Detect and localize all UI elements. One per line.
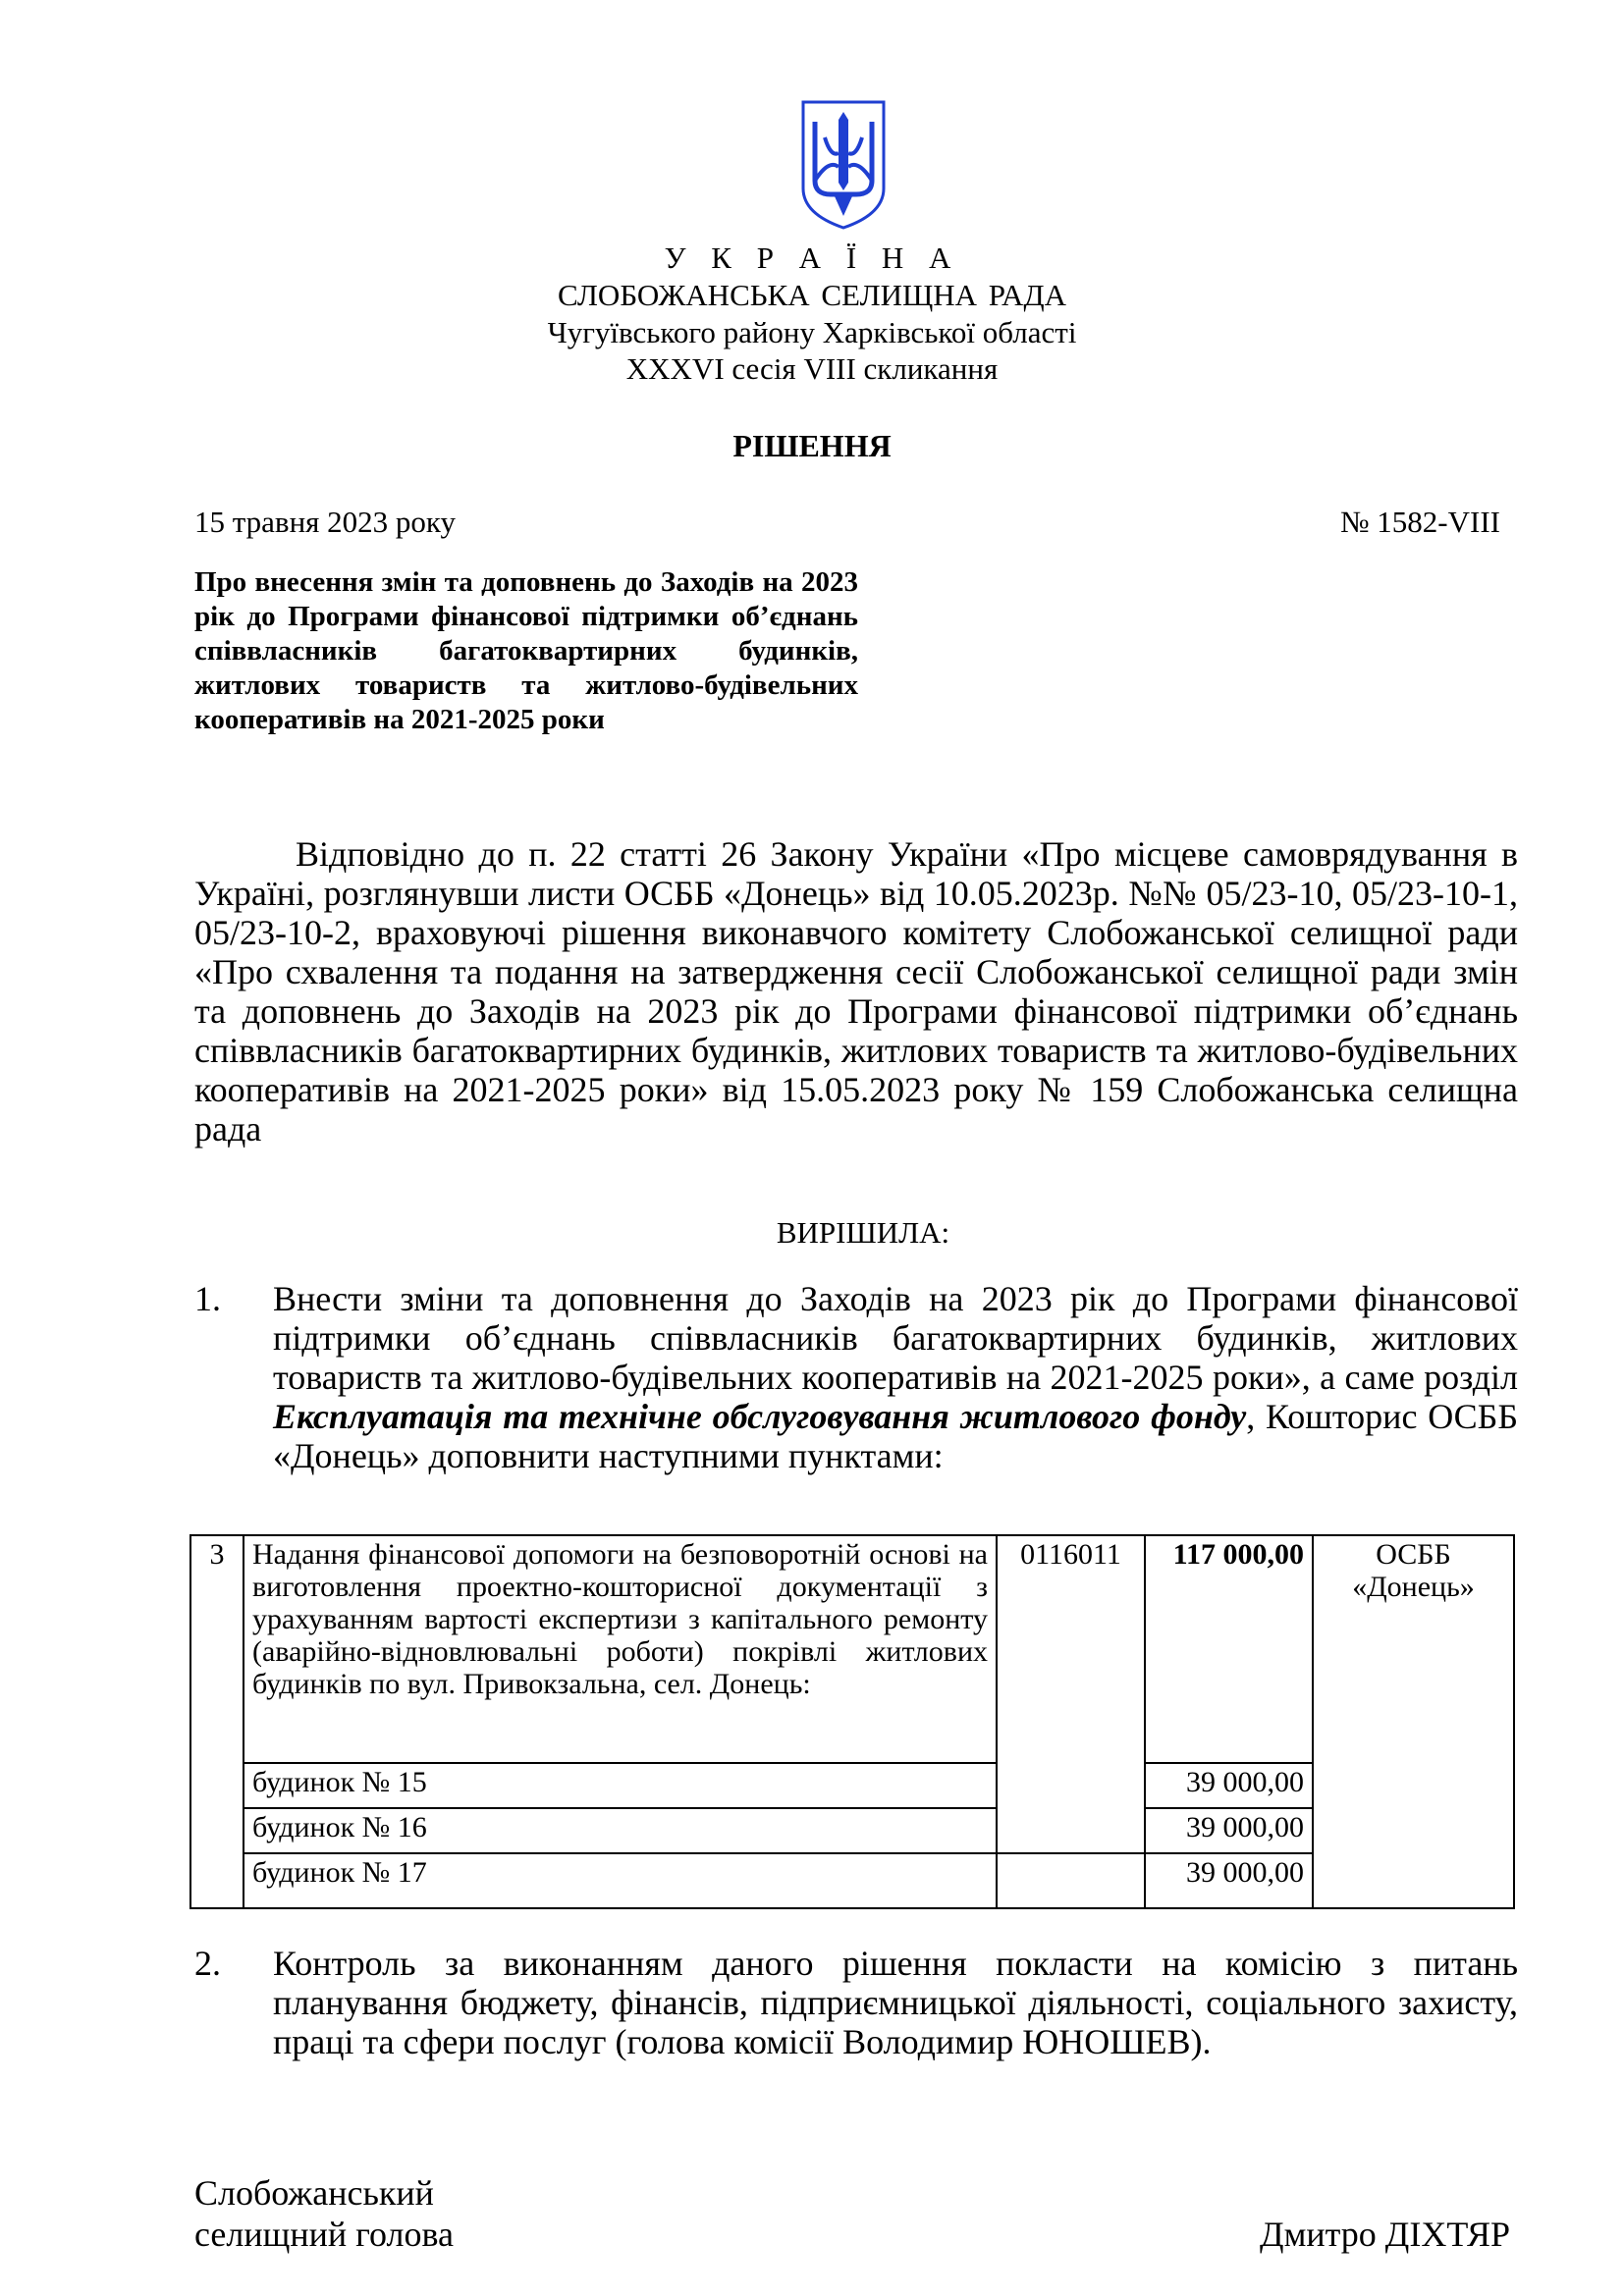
empty-code-cell xyxy=(997,1853,1145,1908)
item-1-text-part-b: , Кошторис ОСББ «Донець» доповнити наступними пунктами: xyxy=(273,1397,1519,1475)
organization-cell: ОСББ «Донець» xyxy=(1313,1535,1514,1908)
signatory-title-line-1: Слобожанський xyxy=(194,2173,434,2213)
house-amount-cell: 39 000,00 xyxy=(1145,1853,1313,1908)
trident-icon xyxy=(797,98,890,232)
house-amount-cell: 39 000,00 xyxy=(1145,1763,1313,1808)
budget-items-table xyxy=(189,1534,1515,1909)
item-2-text: Контроль за виконанням даного рішення покласти на комісію з питань планування бюджету, фінансів, підприємницької діяльності, соціального захисту, праці та сфери послуг (голова комісії Володимир ЮНОШЕВ). xyxy=(273,1944,1518,2061)
item-1-text-part-a: Внести зміни та доповнення до Заходів на 2023 рік до Програми фінансової підтримки об’єднань співвласників багатоквартирних будинків, житлових товариств та житлово-будівельних кооперативів на 2021-2025 роки», а саме розділ xyxy=(273,1279,1518,1397)
house-name-cell: будинок № 17 xyxy=(244,1853,997,1908)
preamble-text: Відповідно до п. 22 статті 26 Закону України «Про місцеве самоврядування в Україні, розглянувши листи ОСББ «Донець» від 10.05.2023р. №№ 05/23-10, 05/23-10-1, 05/23-10-2, враховуючі рішення виконавчого комітету Слобожанської селищної ради «Про схвалення та подання на затвердження сесії Слобожанської селищної ради змін та доповнень до Заходів на 2023 рік до Програми фінансової підтримки об’єднань співвласників багатоквартирних будинків, житлових товариств та житлово-будівельних кооперативів на 2021-2025 роки» від 15.05.2023 року № 159 Слобожанська селищна рада xyxy=(194,834,1518,1148)
district-name: Чугуївського району Харківської області xyxy=(547,315,1077,349)
coat-of-arms-emblem xyxy=(797,98,890,232)
item-1-section-name: Експлуатація та технічне обслуговування житлового фонду xyxy=(273,1397,1247,1436)
signatory-title-line-2: селищний голова xyxy=(194,2215,455,2254)
table-row xyxy=(190,1535,1514,1763)
decision-date: 15 травня 2023 року xyxy=(194,505,457,539)
total-amount-cell: 117 000,00 xyxy=(1145,1535,1313,1763)
budget-code-cell: 0116011 xyxy=(997,1535,1145,1853)
item-1-text xyxy=(273,1279,1518,1475)
resolved-heading: ВИРІШИЛА: xyxy=(776,1215,950,1250)
decision-number: № 1582-VIII xyxy=(1339,505,1500,539)
item-1-number: 1. xyxy=(194,1279,221,1318)
row-number-cell: 3 xyxy=(190,1535,244,1908)
country-name: У К Р А Ї Н А xyxy=(664,240,960,275)
house-name-cell: будинок № 16 xyxy=(244,1808,997,1853)
house-name-cell: будинок № 15 xyxy=(244,1763,997,1808)
description-cell: Надання фінансової допомоги на безповоротній основі на виготовлення проектно-кошторисної документації з урахуванням вартості експертизи з капітального ремонту (аварійно-відновлювальні роботи) покрівлі житлових будинків по вул. Привокзальна, сел. Донець: xyxy=(244,1535,997,1763)
document-title: РІШЕННЯ xyxy=(732,428,892,463)
session-name: XXXVI сесія VIII скликання xyxy=(625,351,999,386)
council-name: СЛОБОЖАНСЬКА СЕЛИЩНА РАДА xyxy=(558,278,1066,312)
item-2-number: 2. xyxy=(194,1944,221,1983)
house-amount-cell: 39 000,00 xyxy=(1145,1808,1313,1853)
decision-subject: Про внесення змін та доповнень до Заходів на 2023 рік до Програми фінансової підтримки об’єднань співвласників багатоквартирних будинків, житлових товариств та житлово-будівельних кооперативів на 2021-2025 роки xyxy=(194,566,858,735)
signatory-name: Дмитро ДІХТЯР xyxy=(1260,2215,1510,2254)
